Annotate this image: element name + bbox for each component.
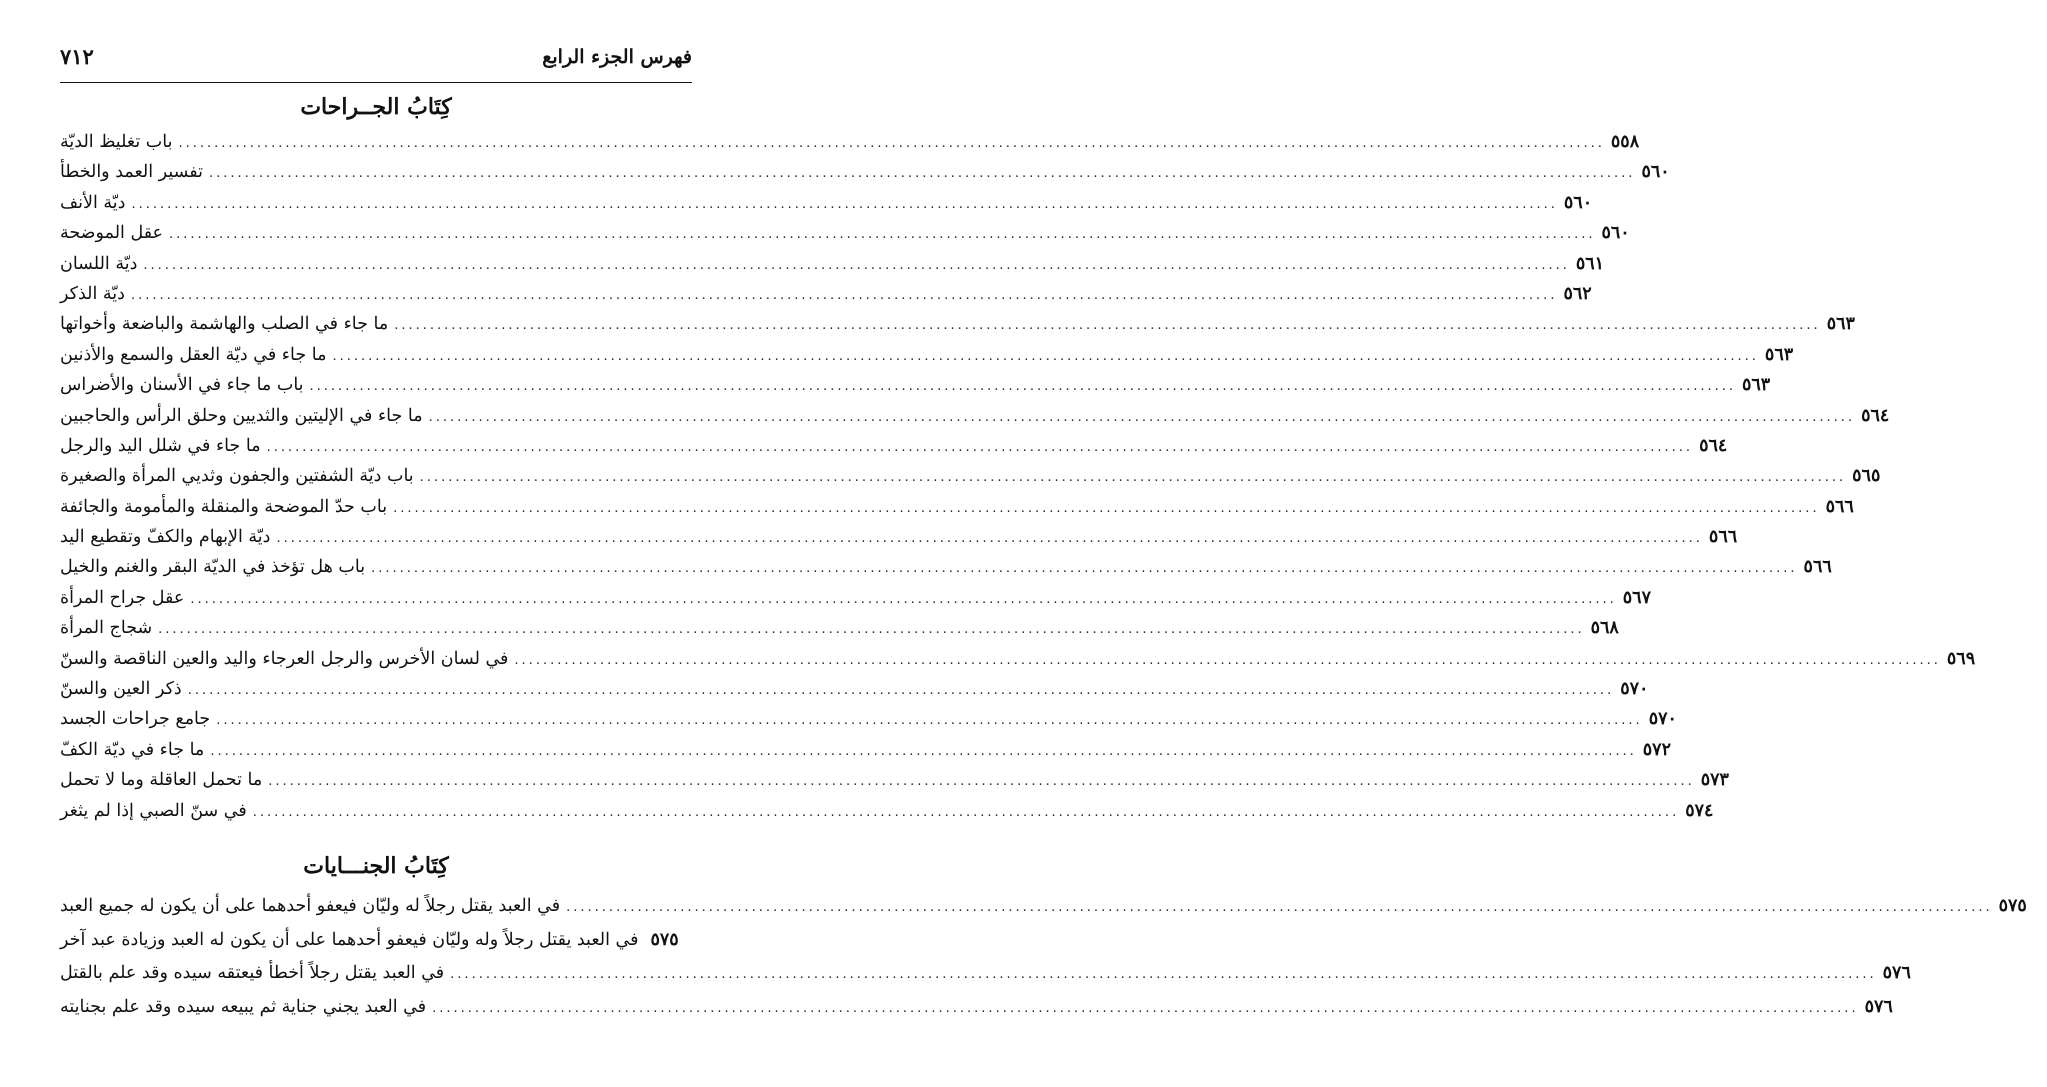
toc-entry-page: ٥٧٦ (1882, 963, 1911, 983)
dot-leader: ........................................................................................................................................................................................................ (252, 804, 1680, 820)
toc-entry-page: ٥٥٨ (1610, 132, 1640, 152)
toc-entry (60, 405, 1890, 436)
toc-entry-title: في العبد يقتل رجلاً له وليّان فيعفو أحدهما على أن يكون له جميع العبد (60, 896, 561, 916)
toc-entry (60, 283, 1592, 314)
toc-entry (60, 192, 1593, 223)
toc-entry-title: باب ديّة الشفتين والجفون وثديي المرأة والصغيرة (60, 466, 414, 487)
toc-entry-page: ٥٧٦ (1864, 996, 1893, 1017)
toc-entry (60, 648, 1976, 679)
dot-leader: ........................................................................................................................................................................................................ (371, 561, 1798, 577)
dot-leader: ........................................................................................................................................................................................................ (566, 900, 1993, 915)
toc-entry-page: ٥٧٠ (1620, 679, 1649, 700)
toc-entry-title: تفسير العمد والخطأ (60, 162, 203, 183)
dot-leader: ........................................................................................................................................................................................................ (130, 287, 1558, 303)
toc-entry (60, 679, 1649, 709)
dot-leader: ........................................................................................................................................................................................................ (208, 166, 1636, 182)
toc-entry (60, 314, 1855, 344)
toc-entry-page: ٥٧٣ (1700, 770, 1729, 791)
toc-entry-page: ٥٦٨ (1590, 618, 1619, 639)
section-title-injuries: كِتَابُ الجــراحات (300, 94, 452, 120)
toc-entry (60, 963, 1911, 997)
toc-entry (60, 587, 1651, 618)
toc-entry (60, 996, 1893, 1031)
toc-entry-title: ما جاء في الإليتين والثديين وحلق الرأس والحاجبين (60, 405, 423, 426)
dot-leader: ........................................................................................................................................................................................................ (432, 1000, 1859, 1016)
toc-entry-title: عقل جراح المرأة (60, 587, 185, 608)
toc-entry-title: شجاج المرأة (60, 618, 153, 639)
dot-leader: ........................................................................................................................................................................................................ (266, 439, 1694, 455)
toc-entry-title: في العبد يقتل رجلاً أخطأ فيعتقه سيده وقد علم بالقتل (60, 963, 445, 983)
toc-entry (60, 527, 1738, 557)
dot-leader: ........................................................................................................................................................................................................ (514, 652, 1941, 668)
toc-entry-title: باب حدّ الموضحة والمنقلة والمأمومة والجائفة (60, 496, 388, 517)
toc-entry (60, 709, 1677, 739)
toc-entry (60, 770, 1729, 800)
toc-entry (60, 223, 1630, 253)
dot-leader: ........................................................................................................................................................................................................ (216, 713, 1643, 729)
toc-entry (60, 132, 1640, 162)
toc-entry-page: ٥٦٩ (1946, 648, 1976, 669)
toc-entry-page: ٥٧٥ (650, 929, 679, 950)
toc-entry-page: ٥٧٠ (1648, 709, 1677, 730)
toc-entry-title: ما جاء في ديّة العقل والسمع والأذنين (60, 344, 327, 365)
toc-entry-title: في سنّ الصبي إذا لم يثغر (60, 800, 247, 821)
toc-entry-title: باب هل تؤخذ في الديّة البقر والغنم والخيل (60, 557, 366, 578)
toc-entry (60, 344, 1794, 375)
toc-entry (60, 435, 1728, 466)
toc-entry-title: باب تغليظ الديّة (60, 132, 173, 152)
toc-entry (60, 896, 2027, 930)
toc-entry (60, 162, 1670, 192)
toc-entry-title: ديّة الذكر (60, 283, 125, 304)
toc-entry-title: ديّة الأنف (60, 192, 126, 213)
dot-leader: ........................................................................................................................................................................................................ (419, 470, 1847, 486)
toc-entry-page: ٥٧٥ (1998, 896, 2027, 916)
dot-leader: ........................................................................................................................................................................................................ (190, 591, 1617, 607)
toc-entry-title: جامع جراحات الجسد (60, 709, 211, 730)
toc-entry-page: ٥٦٠ (1641, 162, 1670, 183)
toc-list-crimes (60, 896, 2027, 1030)
toc-entry-page: ٥٦١ (1575, 253, 1605, 274)
toc-entry-title: ديّة الإبهام والكفّ وتقطيع اليد (60, 527, 271, 548)
toc-entry (60, 739, 1671, 770)
toc-entry-page: ٥٦٤ (1861, 405, 1890, 426)
dot-leader: ........................................................................................................................................................................................................ (143, 257, 1570, 273)
toc-entry-title: ما جاء في الصلب والهاشمة والباضعة وأخواتها (60, 314, 389, 335)
dot-leader: ........................................................................................................................................................................................................ (158, 622, 1585, 638)
toc-entry-title: ما جاء في ديّة الكفّ (60, 739, 205, 760)
dot-leader: ........................................................................................................................................................................................................ (210, 743, 1637, 759)
toc-entry-title: ديّة اللسان (60, 253, 138, 274)
toc-entry-page: ٥٦٦ (1708, 527, 1738, 548)
toc-entry-title: ما تحمل العاقلة وما لا تحمل (60, 770, 263, 791)
dot-leader: ........................................................................................................................................................................................................ (187, 683, 1615, 699)
toc-entry-page: ٥٦٣ (1764, 344, 1794, 365)
toc-entry (60, 930, 692, 964)
toc-entry-page: ٥٦٢ (1563, 283, 1592, 304)
dot-leader: ........................................................................................................................................................................................................ (276, 531, 1703, 547)
page-header (60, 40, 692, 83)
toc-entry (60, 466, 1881, 496)
toc-entry-page: ٥٦٥ (1852, 466, 1881, 487)
toc-list-injuries (60, 132, 1976, 831)
toc-entry (60, 557, 1832, 587)
toc-entry-title: في لسان الأخرس والرجل العرجاء واليد والعين الناقصة والسنّ (60, 648, 509, 669)
toc-entry (60, 800, 1714, 831)
dot-leader: ........................................................................................................................................................................................................ (309, 379, 1736, 395)
toc-entry-page: ٥٧٢ (1642, 739, 1671, 760)
toc-entry-page: ٥٦٣ (1742, 375, 1771, 396)
section-title-crimes: كِتَابُ الجنـــايات (303, 853, 449, 879)
running-title: فهرس الجزء الرابع (542, 46, 692, 68)
toc-entry-page: ٥٦٤ (1699, 435, 1728, 456)
toc-entry-page: ٥٦٣ (1826, 314, 1855, 335)
toc-entry (60, 253, 1605, 284)
toc-entry (60, 618, 1619, 648)
toc-entry-title: باب ما جاء في الأسنان والأضراس (60, 375, 304, 396)
toc-entry-page: ٥٦٠ (1601, 223, 1630, 244)
toc-entry-title: ذكر العين والسنّ (60, 679, 182, 700)
page-number: ٧١٢ (60, 44, 94, 69)
dot-leader: ........................................................................................................................................................................................................ (394, 318, 1821, 334)
toc-entry-page: ٥٧٤ (1685, 800, 1714, 821)
toc-entry-title: في العبد يقتل رجلاً وله وليّان فيعفو أحدهما على أن يكون له العبد وزيادة عبد آخر (60, 929, 639, 950)
toc-entry-title: في العبد يجني جناية ثم يبيعه سيده وقد علم بجنايته (60, 996, 427, 1017)
toc-entry-title: عقل الموضحة (60, 223, 164, 244)
dot-leader: ........................................................................................................................................................................................................ (450, 967, 1877, 982)
dot-leader: ........................................................................................................................................................................................................ (131, 196, 1558, 212)
dot-leader: ........................................................................................................................................................................................................ (178, 136, 1605, 151)
dot-leader: ........................................................................................................................................................................................................ (332, 348, 1759, 364)
toc-entry (60, 496, 1854, 527)
toc-entry (60, 375, 1771, 405)
toc-entry-page: ٥٦٦ (1803, 557, 1832, 578)
dot-leader: ........................................................................................................................................................................................................ (428, 409, 1856, 425)
toc-entry-page: ٥٦٠ (1563, 192, 1593, 213)
dot-leader: ........................................................................................................................................................................................................ (268, 774, 1695, 790)
dot-leader: ........................................................................................................................................................................................................ (169, 227, 1596, 243)
toc-entry-title: ما جاء في شلل اليد والرجل (60, 435, 261, 456)
toc-entry-page: ٥٦٧ (1622, 587, 1651, 608)
dot-leader: ........................................................................................................................................................................................................ (393, 500, 1820, 516)
toc-entry-page: ٥٦٦ (1825, 496, 1854, 517)
